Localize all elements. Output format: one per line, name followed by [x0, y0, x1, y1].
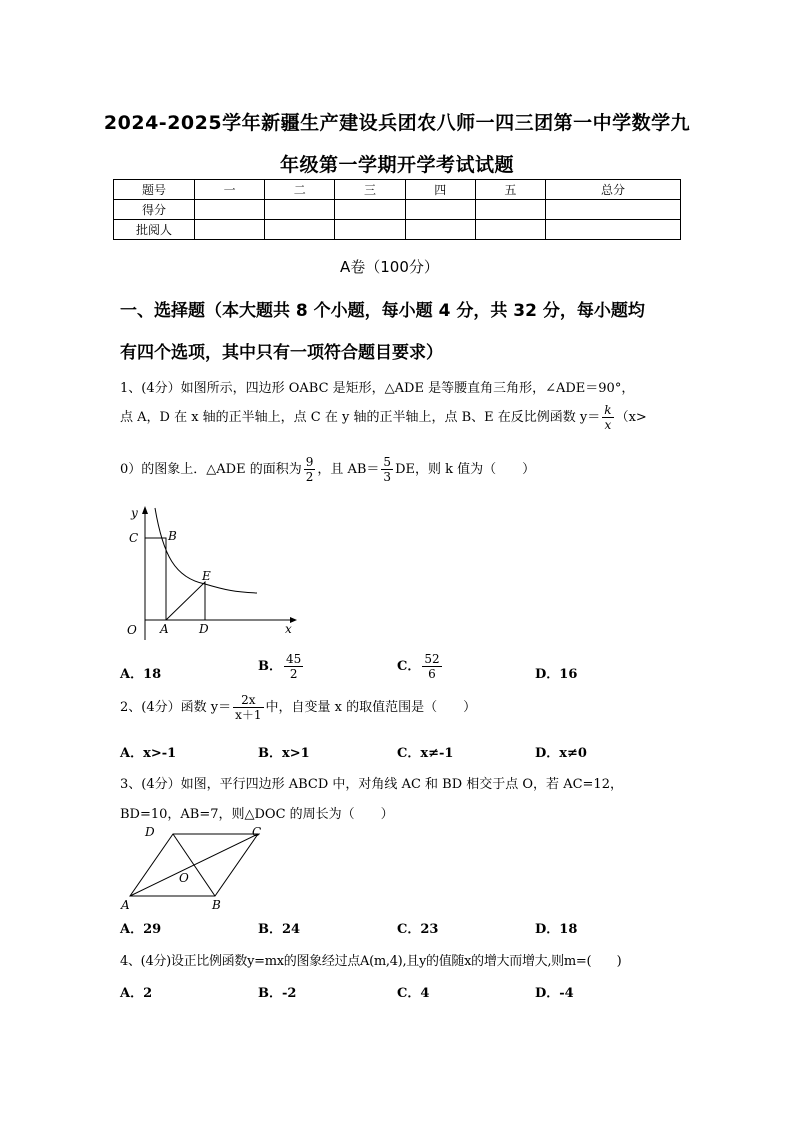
- score-header-cell: 总分: [546, 180, 681, 200]
- q1-option-c: [397, 652, 444, 681]
- q2-option-a: A．x>-1: [120, 746, 177, 761]
- label-d: D: [199, 622, 209, 636]
- option-fraction: [284, 652, 303, 681]
- q4-option-b: B．-2: [258, 986, 297, 1001]
- q4-option-d: D．-4: [535, 986, 574, 1001]
- part1-heading-line-1: 一、选择题（本大题共 8 个小题，每小题 4 分，共 32 分，每小题均: [120, 301, 645, 321]
- y-axis-arrow: [142, 506, 148, 514]
- fraction-numerator: 5: [383, 455, 392, 469]
- score-header-cell: 二: [265, 180, 335, 200]
- q2-option-d: D．x≠0: [535, 746, 587, 761]
- q4-option-c: C．4: [397, 986, 430, 1001]
- label-o: O: [179, 871, 189, 885]
- reviewer-row: [114, 220, 681, 240]
- fraction-numerator: 2x: [233, 693, 263, 708]
- q3-option-b: B．24: [258, 922, 301, 937]
- label-b: B: [168, 529, 177, 543]
- q1-line-3: [120, 455, 535, 484]
- fraction-denominator: 2: [305, 470, 314, 484]
- score-cell: [335, 200, 405, 220]
- option-fraction: [422, 652, 441, 681]
- q3-option-c: C．23: [397, 922, 439, 937]
- option-prefix: C．: [397, 659, 421, 674]
- q1-figure: [115, 500, 300, 645]
- label-o: O: [127, 623, 137, 637]
- q3-option-d: D．18: [535, 922, 578, 937]
- q1-line-1: 1、(4分）如图所示，四边形 OABC 是矩形，△ADE 是等腰直角三角形，∠ADE＝90°，: [120, 381, 635, 396]
- score-header-cell: 三: [335, 180, 405, 200]
- q2-stem: [120, 693, 476, 722]
- q3-figure: [115, 822, 275, 914]
- triangle-ade: [166, 582, 205, 620]
- fraction-numerator: 9: [305, 455, 314, 469]
- score-header-cell: 题号: [114, 180, 195, 200]
- q1-line-3-text: 0）的图象上．△ADE 的面积为: [120, 462, 302, 477]
- q3-option-a: A．29: [120, 922, 162, 937]
- score-header-cell: 一: [195, 180, 265, 200]
- q4-stem: 4、(4分)设正比例函数y=mx的图象经过点A(m,4),且y的值随x的增大而增大,则m=( ): [120, 954, 622, 969]
- score-table: [113, 179, 681, 240]
- fraction-numerator: 52: [424, 652, 440, 666]
- q1-line-2: [120, 403, 647, 432]
- score-header-cell: 五: [475, 180, 545, 200]
- q2-fraction: [233, 693, 263, 722]
- label-a: A: [160, 622, 169, 636]
- q1-k-over-x-fraction: [602, 403, 613, 432]
- fraction-denominator: x＋1: [235, 708, 262, 722]
- fraction-denominator: x: [604, 418, 612, 432]
- score-header-cell: 四: [405, 180, 475, 200]
- q2-prefix: 2、(4分）函数 y＝: [120, 700, 232, 715]
- label-d: D: [145, 825, 155, 839]
- q2-option-b: B．x>1: [258, 746, 310, 761]
- score-cell: [546, 200, 681, 220]
- reviewer-row-label: 批阅人: [114, 220, 195, 240]
- score-cell: [475, 200, 545, 220]
- section-title: A卷（100分）: [340, 258, 439, 276]
- exam-title-line-2: 年级第一学期开学考试试题: [279, 154, 514, 176]
- label-a: A: [121, 898, 130, 912]
- label-e: E: [202, 569, 211, 583]
- rectangle-oabc: [145, 538, 166, 620]
- q3-line-2: BD=10，AB=7，则△DOC 的周长为（ ）: [120, 807, 394, 822]
- q4-option-a: A．2: [120, 986, 153, 1001]
- score-cell: [195, 200, 265, 220]
- diagonal-bd: [173, 834, 215, 896]
- q1-option-a: A．18: [120, 667, 162, 682]
- q1-line-2-tail: （x>: [615, 410, 647, 425]
- q2-option-c: C．x≠-1: [397, 746, 454, 761]
- q3-line-1: 3、(4分）如图，平行四边形 ABCD 中，对角线 AC 和 BD 相交于点 O，若 AC=12，: [120, 777, 623, 792]
- q1-line-3-mid: ，且 AB＝: [317, 462, 380, 477]
- reviewer-cell: [265, 220, 335, 240]
- option-prefix: B．: [258, 659, 282, 674]
- fraction-denominator: 2: [289, 667, 298, 681]
- reviewer-cell: [546, 220, 681, 240]
- label-c: C: [252, 825, 262, 839]
- label-x: x: [285, 622, 292, 636]
- q1-area-fraction: [304, 455, 316, 484]
- fraction-numerator: k: [604, 403, 612, 417]
- score-cell: [405, 200, 475, 220]
- reviewer-cell: [335, 220, 405, 240]
- score-row: [114, 200, 681, 220]
- score-table-header-row: [114, 180, 681, 200]
- reviewer-cell: [195, 220, 265, 240]
- label-b: B: [212, 898, 221, 912]
- score-cell: [265, 200, 335, 220]
- fraction-numerator: 45: [286, 652, 302, 666]
- score-row-label: 得分: [114, 200, 195, 220]
- label-c: C: [129, 531, 139, 545]
- q2-suffix: 中，自变量 x 的取值范围是（ ）: [265, 700, 477, 715]
- q1-line-3-tail: DE，则 k 值为（ ）: [395, 462, 536, 477]
- fraction-denominator: 6: [428, 667, 436, 681]
- reviewer-cell: [405, 220, 475, 240]
- reviewer-cell: [475, 220, 545, 240]
- exam-title-line-1: 2024-2025学年新疆生产建设兵团农八师一四三团第一中学数学九: [103, 112, 691, 134]
- fraction-denominator: 3: [383, 470, 392, 484]
- q1-ratio-fraction: [381, 455, 393, 484]
- label-y: y: [131, 506, 138, 520]
- part1-heading-line-2: 有四个选项，其中只有一项符合题目要求）: [120, 343, 443, 363]
- q1-line-2-text: 点 A，D 在 x 轴的正半轴上，点 C 在 y 轴的正半轴上，点 B、E 在反比例函数 y＝: [120, 410, 601, 425]
- q1-option-b: [258, 652, 305, 681]
- q1-option-d: D．16: [535, 667, 578, 682]
